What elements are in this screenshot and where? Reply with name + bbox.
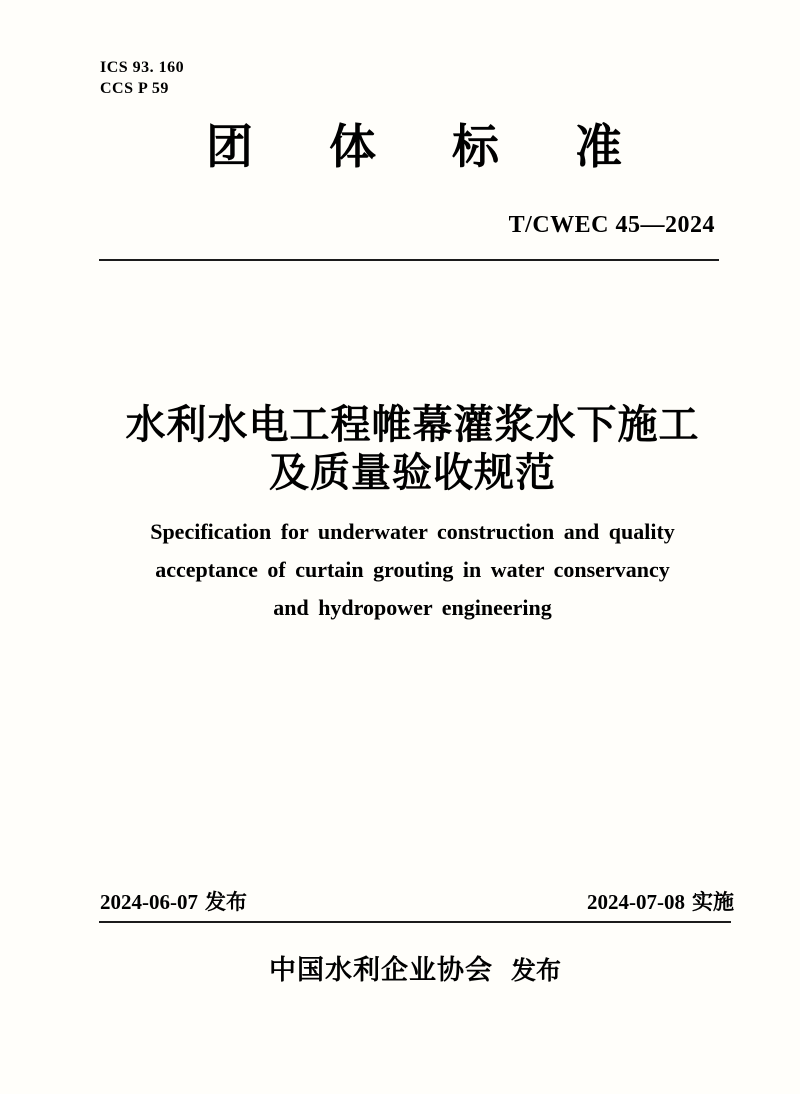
issue-label: 发布 (205, 891, 247, 914)
title-en-line2: acceptance of curtain grouting in water conservancy (155, 557, 670, 582)
standard-type-heading (206, 121, 622, 173)
implement-date-group (587, 889, 734, 916)
standard-code: T/CWEC 45—2024 (508, 212, 715, 238)
issue-date: 2024-06-07 (100, 890, 198, 914)
standard-type-char: 准 (575, 120, 622, 173)
document-title-cn (100, 401, 725, 497)
publisher-name: 中国水利企业协会 (268, 955, 493, 985)
publisher-row (100, 948, 730, 987)
document-title-en (88, 513, 737, 627)
bottom-divider (99, 921, 731, 923)
title-en-line1: Specification for underwater construction and quality (150, 519, 675, 544)
title-cn-line1: 水利水电工程帷幕灌浆水下施工 (125, 403, 700, 447)
standard-type-char: 团 (206, 120, 253, 173)
standard-type-char: 体 (329, 120, 376, 173)
implement-date: 2024-07-08 (587, 890, 685, 914)
classification-codes (100, 57, 184, 99)
issue-date-group (100, 889, 247, 916)
ics-code: ICS 93. 160 (100, 59, 185, 76)
top-divider (99, 259, 719, 261)
title-cn-line2: 及质量验收规范 (269, 451, 556, 495)
title-en-line3: and hydropower engineering (273, 595, 552, 620)
standard-type-char: 标 (452, 120, 499, 173)
date-row (100, 889, 734, 916)
publisher-action-label: 发布 (510, 957, 561, 985)
implement-label: 实施 (692, 891, 734, 914)
ccs-code: CCS P 59 (100, 80, 169, 97)
